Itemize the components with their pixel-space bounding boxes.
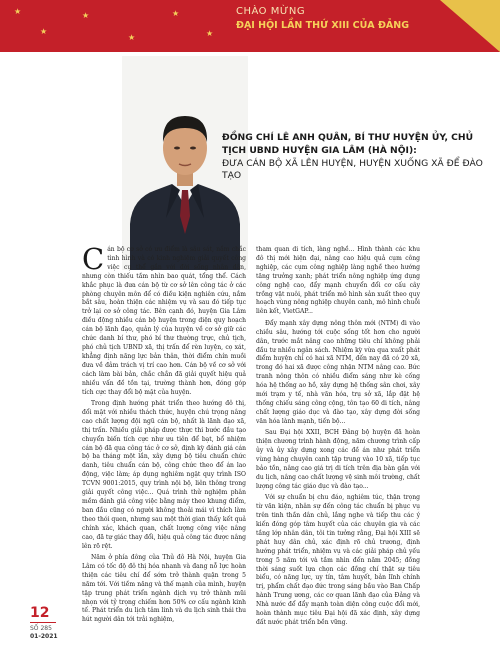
drop-cap: C [82,242,105,276]
headline-name: ĐỒNG CHÍ LÊ ANH QUÂN, BÍ THƯ HUYỆN ỦY, CHỦ TỊCH UBND HUYỆN GIA LÂM (HÀ NỘI): [222,132,474,156]
header-kicker: CHÀO MỪNG [236,6,306,17]
header-title: ĐẠI HỘI LẦN THỨ XIII CỦA ĐẢNG [236,20,410,31]
page-footer [30,606,90,641]
star-icon: ★ [206,29,214,38]
paragraph: Sau Đại hội XXII, BCH Đảng bộ huyện đã hoàn thiện chương trình hành động, năm chương trình cấp ủy và ủy xây dựng xong các đề án như phát triển vùng hàng chuyên canh tập trung vào 10 xã, tiếp tục bảo tồn, nâng cao giá trị di tích trên địa bàn gắn với du lịch, nâng cao chất lượng vệ sinh môi trường, chất lượng công tác giáo dục và đào tạo... [256,429,420,490]
article-column-right [256,246,420,630]
issue-number: SỐ 285 [30,625,52,632]
star-icon: ★ [128,33,136,42]
header-gold-corner [440,0,500,52]
issue-date: 01-2021 [30,633,58,640]
paragraph: Đẩy mạnh xây dựng nông thôn mới (NTM) đi vào chiều sâu, hướng tới cuộc sống tốt hơn cho người dân, trước mắt nâng cao những tiêu chí không phải đầu tư nhiều ngân sách. Nhiệm kỳ vừa qua xuất phát điểm huyện chỉ có hai xã NTM, đến nay đã có 20 xã, trong đó hai xã được công nhận NTM nâng cao. Bức tranh nông thôn có nhiều điểm sáng như kè cống hóa hệ thống ao hồ, xây dựng hệ thống sân chơi, xây mới trạm y tế, nhà văn hóa, trụ sở xã, lắp đặt hệ thống chiếu sáng công cộng, tôn tạo 60 di tích, nâng chất lượng giáo dục và đào tạo, xây dựng đời sống văn hóa lành mạnh, tiến bộ... [256,319,420,425]
paragraph: Với sự chuẩn bị chu đáo, nghiêm túc, thận trọng từ văn kiện, nhân sự đến công tác chuẩn bị phục vụ trên tinh thần dân chủ, lắng nghe và tiếp thu các ý kiến đóng góp tâm huyết của các chuyên gia và các tầng lớp nhân dân, tôi tin tưởng rằng, Đại hội XIII sẽ phát huy dân chủ, xác định rõ chủ trương, định hướng phát triển, nhiệm vụ và các giải pháp chủ yếu trong 5 năm tới và tầm nhìn đến năm 2045; đồng thời sáng suốt lựa chọn các đồng chí thật sự tiêu biểu, có năng lực, uy tín, tâm huyết, bản lĩnh chính trị, phẩm chất đạo đức trong sáng bầu vào Ban Chấp hành Trung ương, các cơ quan lãnh đạo của Đảng và Nhà nước để đẩy mạnh toàn diện công cuộc đổi mới, hoàn thành mục tiêu Đại hội đã xác định, xây dựng đất nước phát triển bền vững. [256,494,420,626]
paragraph: tham quan di tích, làng nghề... Hình thành các khu đô thị mới hiện đại, nâng cao hiệu quả cụm công nghiệp, các cụm công nghiệp làng nghề theo hướng tăng trưởng xanh; phát triển nông nghiệp ứng dụng công nghệ cao, đẩy mạnh chuyển đổi cơ cấu cây trồng vật nuôi, phát triển mô hình sản xuất theo quy hoạch vùng nông nghiệp chuyên canh, mô hình chuỗi liên kết, VietGAP... [256,246,420,316]
footer-divider [30,622,56,623]
star-icon: ★ [40,27,48,36]
star-icon: ★ [82,11,90,20]
page-header-banner [0,0,500,52]
paragraph-text: án bộ cơ sở có ưu điểm là sâu sát, nắm chắc tình hình và có kinh nghiệm giải quyết công việc cụ thể gắn với đời sống nhân dân, nhưng còn thiếu tầm nhìn bao quát, tổng thể. Cách khắc phục là đưa cán bộ từ cơ sở lên công tác ở các phòng chuyên môn để có điều kiện nghiên cứu, nắm bắt sâu, hoàn thiện các nhiệm vụ và sau đó tiếp tục trở lại cơ sở công tác. Bên cạnh đó, huyện Gia Lâm điều động nhiều cán bộ huyện trong diện quy hoạch cán bộ lãnh đạo, quản lý của huyện về cơ sở giữ các chức danh bí thư, phó bí thư thường trực, chủ tịch, phó chủ tịch UBND xã, thị trấn để rèn luyện, cọ xát, khẳng định năng lực bản thân, thời điểm chín muồi đưa về đảm trách vị trí cao hơn. Cán bộ về cơ sở với cách làm bài bản, chắc chắn đã giải quyết hiệu quả nhiều vấn đề tồn tại, trường thành hơn, đóng góp tích cực thay đổi bộ mặt của huyện. [82,246,246,396]
article-column-left [82,242,247,628]
star-icon: ★ [14,7,22,16]
page-number: 12 [30,605,50,621]
headline-subtitle: ĐƯA CÁN BỘ XÃ LÊN HUYỆN, HUYỆN XUỐNG XÃ ĐỂ ĐÀO TẠO [222,157,483,182]
paragraph: Trong định hướng phát triển theo hướng đô thị, đổi mặt với nhiều thách thức, huyện chú trọng nâng cao chất lượng đội ngũ cán bộ, nhất là lãnh đạo xã, thị trấn. Nhiều giải pháp được thực thi bước đầu tạo chuyển biến tích cực như ưu tiên để bạt, bổ nhiệm cán bộ đã qua công tác ở cơ sở, định kỳ đánh giá cán bộ ba tháng một lần, xây dựng bộ tiêu chuẩn chức danh, tiêu chuẩn cán bộ, công chức theo để án lao động, việc làm; áp dụng nghiêm ngặt quy trình ISO TCVN 9001:2015, quy trình nội bộ, liên thông trong giải quyết công việc... Quá trình thử nghiệm phân mềm đánh giá công việc bằng máy theo khung điểm, ban đầu cũng có người không thoải mái vì thích làm theo thói quen, nhưng sau một thời gian thấy kết quả chính xác, khách quan, chất lượng công việc nâng cao, đã tự giác thay đổi, hiệu quả công tác được nâng lên rõ rệt. [82,400,247,550]
star-icon: ★ [172,9,180,18]
paragraph [82,242,246,397]
paragraph: Năm ở phía đông của Thủ đô Hà Nội, huyện Gia Lâm có tốc độ đô thị hóa nhanh và đang nỗ lực hoàn thiện các tiêu chí để sớm trở thành quận trong 5 năm tới. Với tiềm năng và thế mạnh của mình, huyện tập trung phát triển ngành dịch vụ trở thành mũi nhọn với tỷ trọng chiếm hơn 50% cơ cấu ngành kinh tế. Phát triển du lịch tâm linh và du lịch sinh thái thu hút người dân tới trải nghiệm, [82,554,246,624]
article-headline [222,132,484,183]
